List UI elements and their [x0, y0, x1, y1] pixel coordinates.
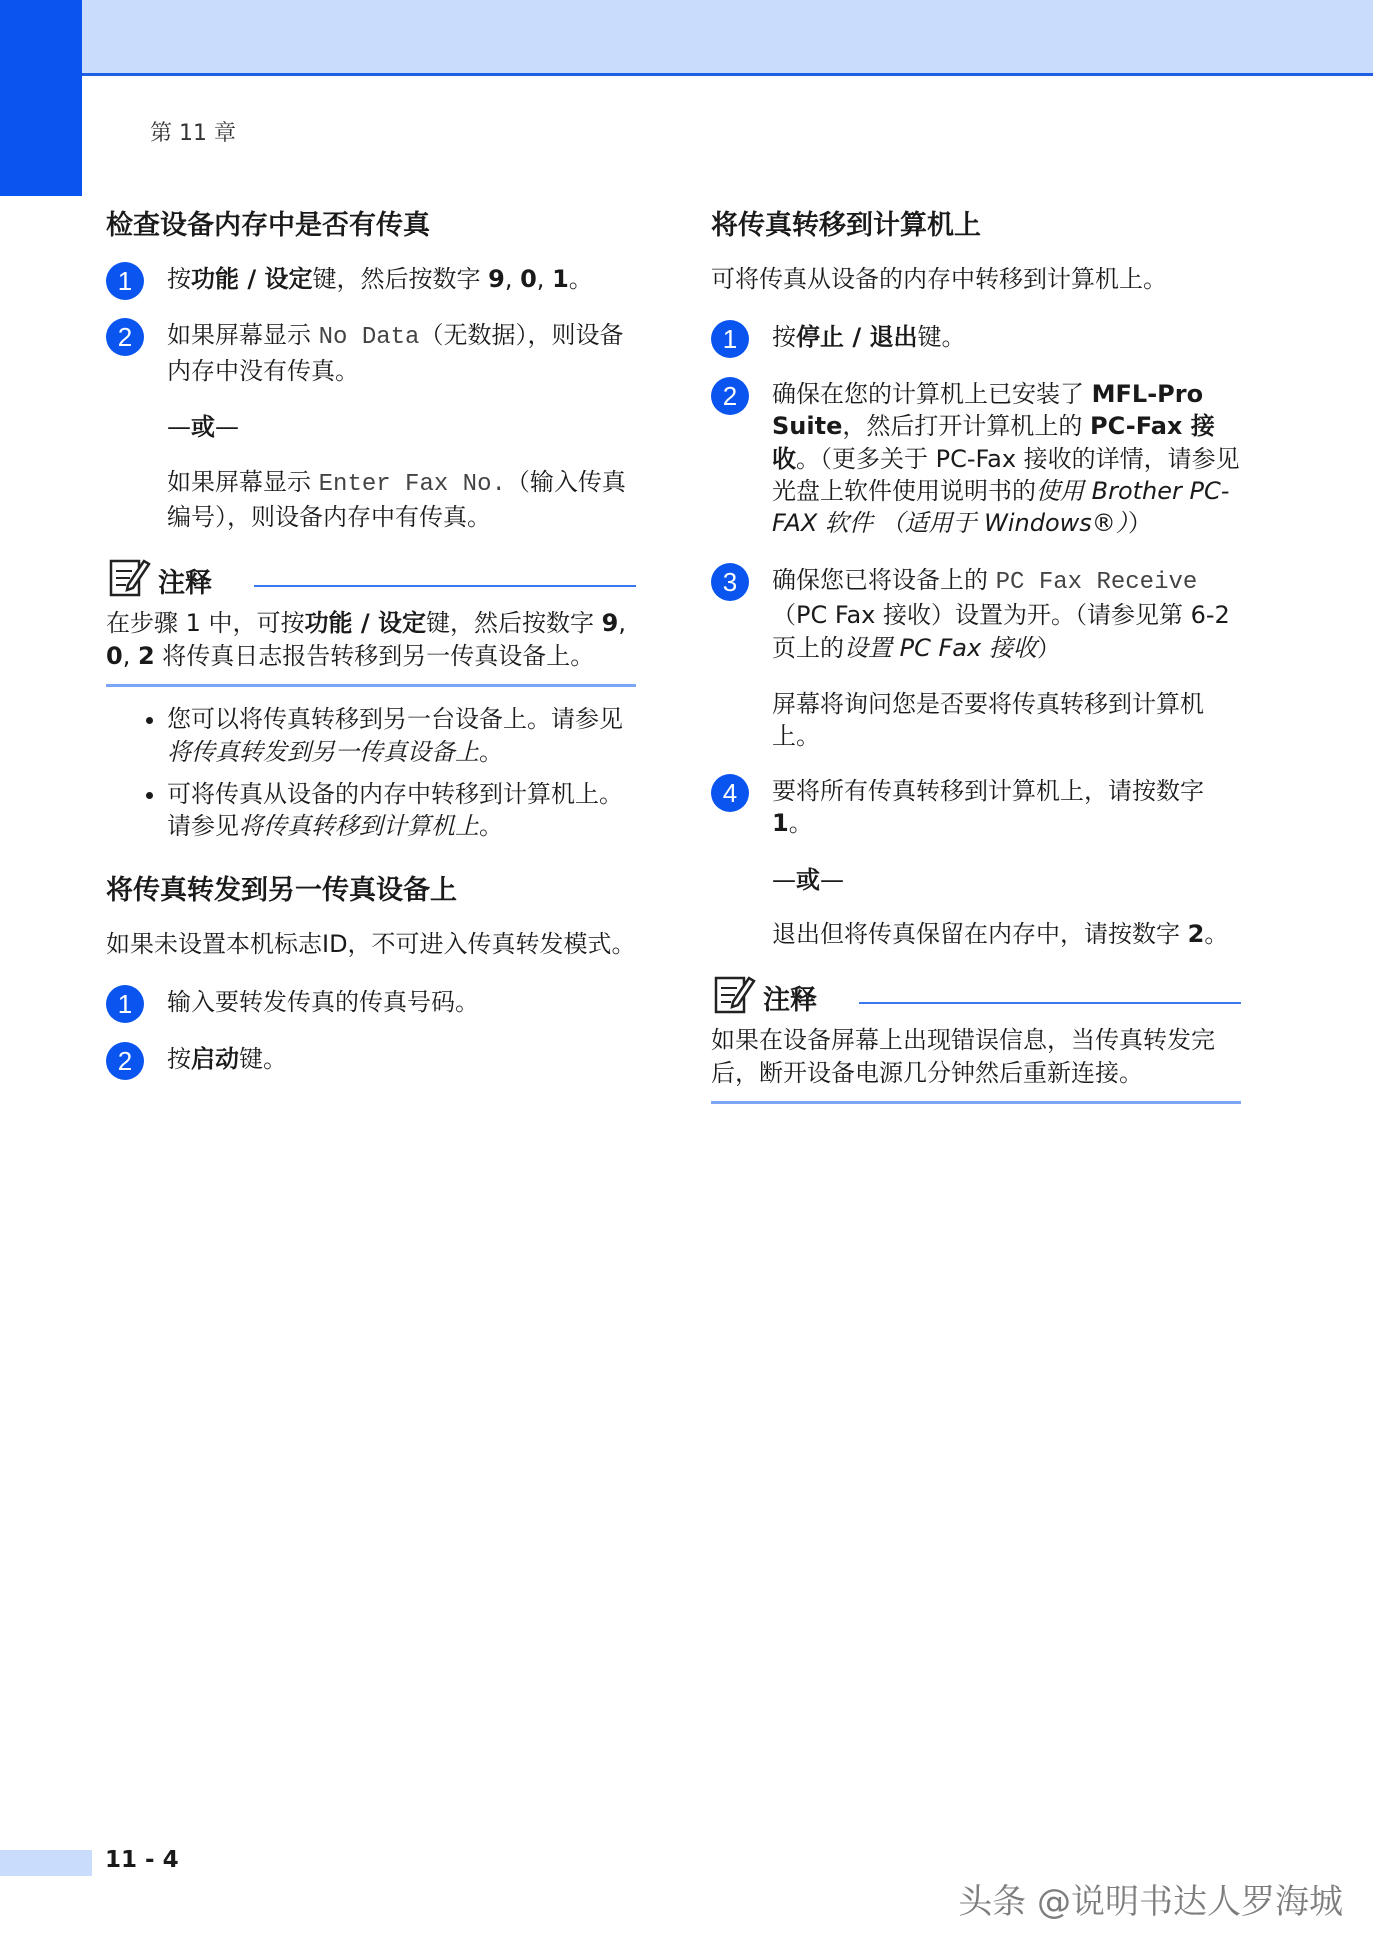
right-column [711, 208, 1241, 1104]
note-body: 在步骤 1 中，可按功能 / 设定键，然后按数字 9, 0, 2 将传真日志报告转移到另一传真设备上。 [106, 607, 636, 687]
step-number-badge: 2 [106, 1042, 144, 1080]
step-text: 输入要转发传真的传真号码。 [167, 988, 479, 1017]
chapter-tab-block [0, 0, 82, 196]
section-intro: 如果未设置本机标志ID，不可进入传真转发模式。 [106, 929, 636, 958]
step-text: 确保您已将设备上的 PC Fax Receive（PC Fax 接收）设置为开。（请参见第 6-2 页上的设置 PC Fax 接收） [772, 565, 1230, 662]
section-title-check-memory: 检查设备内存中是否有传真 [106, 210, 430, 241]
note-pencil-icon [713, 972, 757, 1016]
related-info-list [106, 703, 636, 843]
step-2-forward [106, 1043, 636, 1075]
step-text: 要将所有传真转移到计算机上，请按数字 1。 [772, 776, 1204, 838]
note-body: 如果在设备屏幕上出现错误信息，当传真转发完后，断开设备电源几分钟然后重新连接。 [711, 1024, 1241, 1104]
note-title: 注释 [158, 568, 212, 600]
step-3-pc [711, 564, 1241, 664]
header-rule [82, 73, 1373, 76]
step-number-badge: 2 [711, 377, 749, 415]
step-1-forward [106, 986, 636, 1018]
step-number-badge: 1 [106, 985, 144, 1023]
chapter-label: 第 11 章 [150, 121, 236, 146]
or-divider: —或— [772, 865, 844, 894]
alternate-option: 退出但将传真保留在内存中，请按数字 2。 [772, 919, 1229, 948]
list-item: • 您可以将传真转移到另一台设备上。请参见将传真转发到另一传真设备上。 [167, 703, 636, 768]
step-1-check [106, 263, 636, 295]
section-intro: 可将传真从设备的内存中转移到计算机上。 [711, 265, 1167, 294]
step-text: 按停止 / 退出键。 [772, 323, 966, 352]
note-title: 注释 [763, 985, 817, 1017]
step-text: 确保在您的计算机上已安装了 MFL-Pro Suite，然后打开计算机上的 PC-Fax 接收。（更多关于 PC-Fax 接收的详情，请参见光盘上软件使用说明书的使用 Brother PC-FAX 软件 （适用于 Windows®）） [772, 379, 1240, 538]
section-title-to-pc: 将传真转移到计算机上 [711, 210, 981, 241]
page-number: 11 - 4 [105, 1847, 179, 1873]
step-number-badge: 1 [711, 320, 749, 358]
step-4-pc [711, 775, 1241, 840]
note-header [106, 555, 636, 603]
alternate-condition: 如果屏幕显示 Enter Fax No.（输入传真编号），则设备内存中有传真。 [167, 467, 626, 532]
section-title-forward-fax: 将传真转发到另一传真设备上 [106, 874, 457, 906]
step-3-followup: 屏幕将询问您是否要将传真转移到计算机上。 [772, 690, 1204, 751]
step-number-badge: 4 [711, 774, 749, 812]
left-column [106, 208, 636, 1099]
step-number-badge: 1 [106, 262, 144, 300]
step-number-badge: 2 [106, 318, 144, 356]
watermark: 头条 @说明书达人罗海城 [958, 1882, 1343, 1922]
list-item: • 可将传真从设备的内存中转移到计算机上。 请参见将传真转移到计算机上。 [167, 778, 636, 843]
note-rule [859, 1002, 1241, 1004]
step-text: 如果屏幕显示 No Data（无数据），则设备内存中没有传真。 [167, 321, 624, 385]
step-text: 按功能 / 设定键，然后按数字 9, 0, 1。 [167, 265, 593, 294]
step-1-pc [711, 321, 1241, 353]
step-number-badge: 3 [711, 563, 749, 601]
step-2-check [106, 319, 636, 387]
step-2-pc [711, 378, 1241, 540]
note-rule [254, 585, 636, 587]
note-header [711, 972, 1241, 1020]
step-text: 按启动键。 [167, 1044, 287, 1073]
or-divider: —或— [167, 413, 239, 442]
footer-band [0, 1850, 92, 1876]
header-band [0, 0, 1373, 75]
note-pencil-icon [108, 555, 152, 599]
